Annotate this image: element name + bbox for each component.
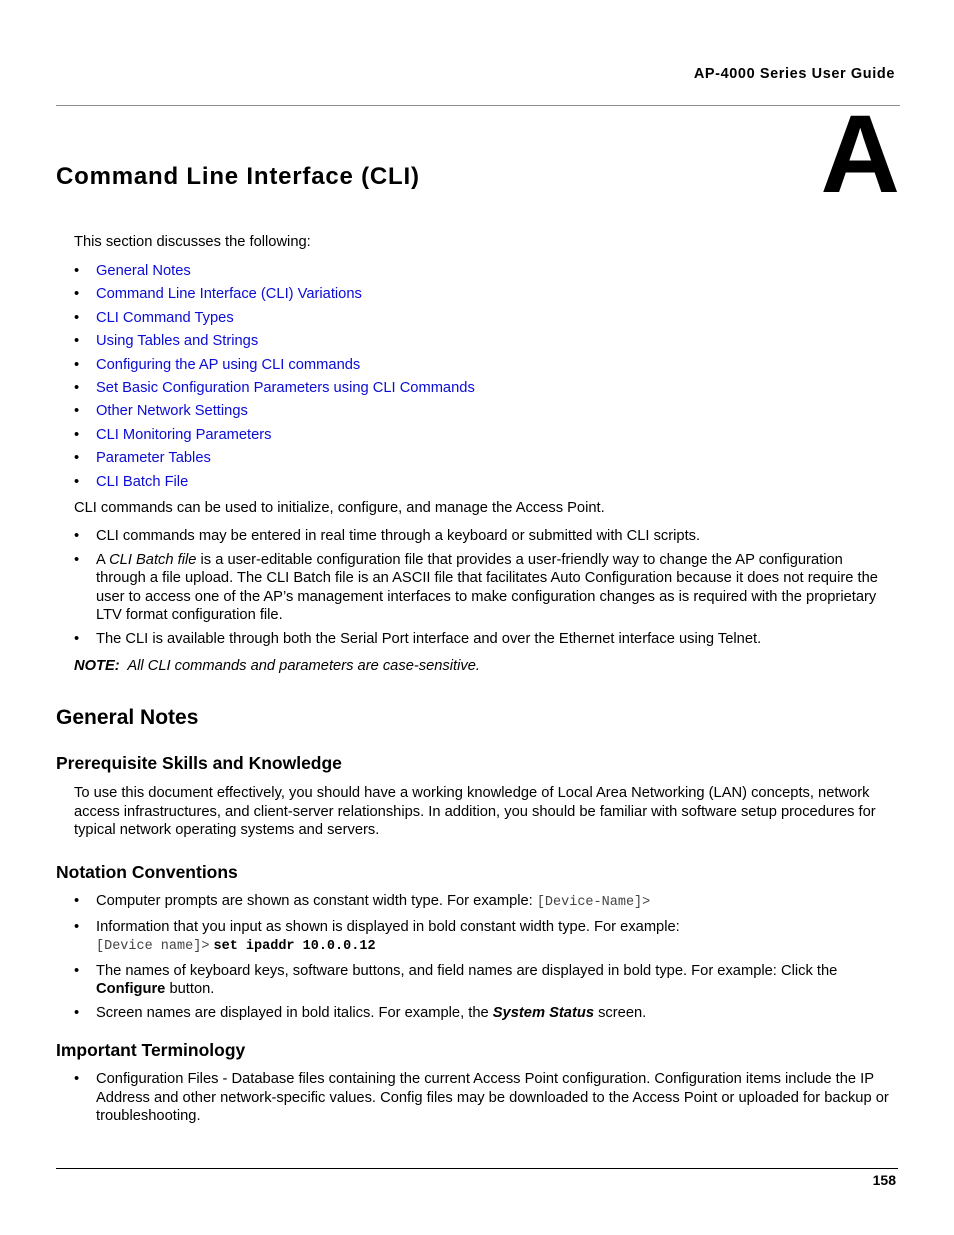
- list-item: [74, 1070, 896, 1126]
- intro-summary: CLI commands can be used to initialize, configure, and manage the Access Point.: [74, 500, 605, 516]
- bold-italic-term: System Status: [492, 1004, 594, 1021]
- link-parameter-tables[interactable]: Parameter Tables: [96, 450, 211, 467]
- subsection-heading: Notation Conventions: [56, 862, 238, 882]
- list-item: [74, 551, 896, 625]
- bullet-text: Computer prompts are shown as constant width type. For example:: [96, 893, 537, 909]
- list-item: [74, 962, 896, 999]
- subsection-heading: Prerequisite Skills and Knowledge: [56, 753, 342, 773]
- bullet-text: button.: [165, 981, 215, 997]
- page-number: 158: [872, 1172, 896, 1188]
- list-item: [74, 378, 894, 401]
- header-rule: [56, 105, 900, 106]
- bullet-text: Information that you input as shown is displayed in bold constant width type. For example:: [96, 918, 680, 935]
- list-item: [74, 527, 896, 546]
- list-item: [74, 892, 896, 913]
- note-text: All CLI commands and parameters are case-sensitive.: [127, 658, 480, 674]
- bullet-text: Screen names are displayed in bold italics. For example, the: [96, 1004, 493, 1021]
- list-item: [74, 401, 894, 424]
- list-item: [74, 630, 896, 649]
- list-item: [74, 472, 894, 495]
- notation-bullets: [74, 892, 896, 1027]
- code-prompt: [Device name]>: [96, 939, 210, 954]
- list-item: [74, 448, 894, 471]
- guide-title: AP-4000 Series User Guide: [693, 66, 895, 82]
- bullet-text: A: [96, 551, 110, 568]
- link-basic-config[interactable]: Set Basic Configuration Parameters using CLI Commands: [96, 379, 475, 396]
- link-batch-file[interactable]: CLI Batch File: [96, 473, 189, 490]
- link-monitoring[interactable]: CLI Monitoring Parameters: [96, 426, 272, 443]
- list-item: [74, 261, 894, 284]
- bullet-text: screen.: [594, 1004, 647, 1021]
- list-item: [74, 425, 894, 448]
- bullet-text: The CLI is available through both the Serial Port interface and over the Ethernet interface using Telnet.: [96, 630, 762, 647]
- code-command: set ipaddr 10.0.0.12: [213, 939, 376, 954]
- footer-rule: [56, 1168, 898, 1169]
- link-tables-strings[interactable]: Using Tables and Strings: [96, 333, 259, 350]
- list-item: [74, 331, 894, 354]
- intro-lead: This section discusses the following:: [74, 234, 311, 250]
- chapter-letter: A: [820, 93, 900, 216]
- terminology-bullets: [74, 1070, 896, 1131]
- bold-term: Configure: [96, 981, 166, 997]
- link-other-network[interactable]: Other Network Settings: [96, 403, 248, 420]
- link-general-notes[interactable]: General Notes: [96, 263, 191, 279]
- prereq-text: To use this document effectively, you should have a working knowledge of Local Area Networking (LAN) concepts, network access infrastructures, and client-server relationships. In addition, you should be familiar with software setup procedures for typical network operating systems and servers.: [74, 785, 876, 838]
- case-sensitivity-note: [74, 658, 480, 674]
- bullet-text: CLI commands may be entered in real time through a keyboard or submitted with CLI scripts.: [96, 528, 701, 544]
- note-label: NOTE:: [74, 658, 120, 674]
- list-item: [74, 918, 896, 957]
- chapter-title: Command Line Interface (CLI): [56, 163, 420, 190]
- bullet-text: The names of keyboard keys, software buttons, and field names are displayed in bold type. For example: Click the: [96, 962, 838, 979]
- link-cli-command-types[interactable]: CLI Command Types: [96, 309, 234, 326]
- section-link-list: [74, 261, 894, 495]
- batch-file-term: CLI Batch file: [109, 551, 197, 568]
- section-heading: General Notes: [56, 706, 199, 729]
- code-sample: [Device-Name]>: [536, 895, 651, 910]
- intro-bullets: [74, 527, 896, 653]
- link-cli-variations[interactable]: Command Line Interface (CLI) Variations: [96, 286, 362, 303]
- link-configuring-ap[interactable]: Configuring the AP using CLI commands: [96, 356, 361, 373]
- list-item: [74, 1004, 896, 1023]
- bullet-text: Configuration Files - Database files containing the current Access Point configuration. Configuration items include the IP Address and other network-specific values. Config files may be downloaded to the Access Point or uploaded for backup or troubleshooting.: [96, 1071, 889, 1124]
- subsection-heading: Important Terminology: [56, 1040, 246, 1060]
- list-item: [74, 355, 894, 378]
- bullet-text: is a user-editable configuration file that provides a user-friendly way to change the AP configuration through a file upload. The CLI Batch file is an ASCII file that facilitates Auto Configuration because it does not require the user to access one of the AP’s management interfaces to make configuration changes as is required with the proprietary LTV format configuration file.: [96, 551, 878, 623]
- list-item: [74, 308, 894, 331]
- list-item: [74, 284, 894, 307]
